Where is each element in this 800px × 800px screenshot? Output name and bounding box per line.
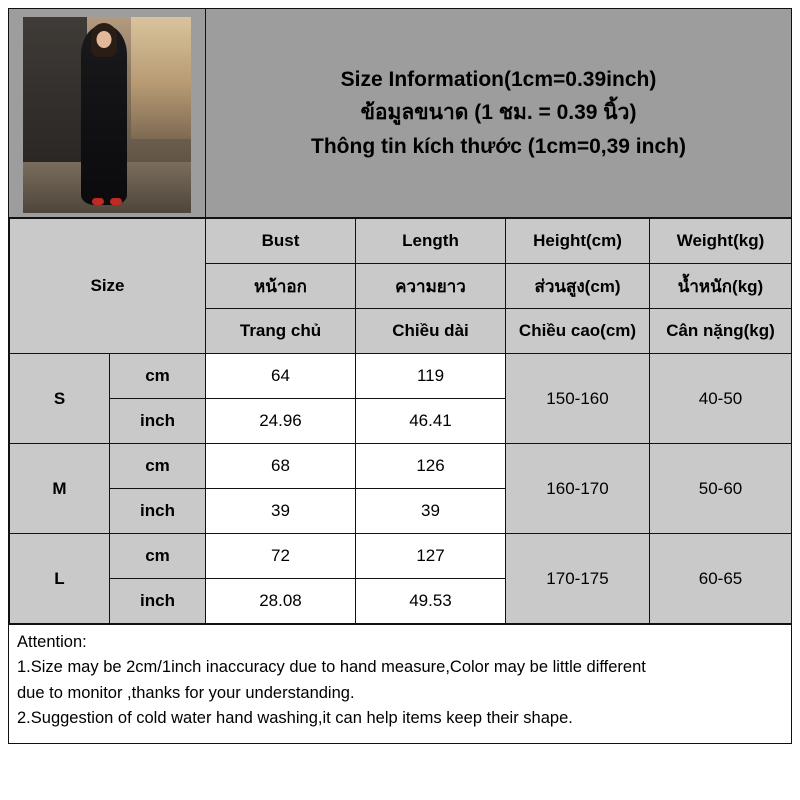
size-header-cell: Size (10, 219, 206, 354)
size-table (9, 218, 792, 624)
attention-block (9, 624, 791, 743)
size-chart-sheet (8, 8, 792, 744)
unit-cm-l: cm (110, 534, 206, 579)
length-inch-s: 46.41 (356, 399, 506, 444)
col-header-bust-th: หน้าอก (206, 264, 356, 309)
row-size-label-m: M (10, 444, 110, 534)
unit-cm-m: cm (110, 444, 206, 489)
table-row (10, 354, 792, 399)
col-header-length-en: Length (356, 219, 506, 264)
header (9, 9, 791, 218)
col-header-weight-vi: Cân nặng(kg) (650, 309, 792, 354)
height-m: 160-170 (506, 444, 650, 534)
length-inch-m: 39 (356, 489, 506, 534)
photo-model-face (96, 31, 111, 48)
bust-inch-l: 28.08 (206, 579, 356, 624)
bust-cm-m: 68 (206, 444, 356, 489)
bust-cm-l: 72 (206, 534, 356, 579)
height-l: 170-175 (506, 534, 650, 624)
photo-window (131, 17, 191, 139)
unit-cm-s: cm (110, 354, 206, 399)
attention-line-3: 2.Suggestion of cold water hand washing,it can help items keep their shape. (17, 709, 573, 728)
row-size-label-s: S (10, 354, 110, 444)
unit-inch-s: inch (110, 399, 206, 444)
product-photo (23, 17, 191, 213)
table-header-row-en (10, 219, 792, 264)
title-line-th: ข้อมูลขนาด (1 ชม. = 0.39 นิ้ว) (360, 101, 637, 125)
col-header-bust-vi: Trang chủ (206, 309, 356, 354)
weight-s: 40-50 (650, 354, 792, 444)
title-block (206, 9, 791, 217)
col-header-weight-th: น้ำหนัก(kg) (650, 264, 792, 309)
bust-cm-s: 64 (206, 354, 356, 399)
product-photo-cell (9, 9, 206, 217)
length-inch-l: 49.53 (356, 579, 506, 624)
attention-title: Attention: (17, 633, 87, 651)
row-size-label-l: L (10, 534, 110, 624)
col-header-height-vi: Chiều cao(cm) (506, 309, 650, 354)
col-header-length-vi: Chiều dài (356, 309, 506, 354)
unit-inch-m: inch (110, 489, 206, 534)
bust-inch-s: 24.96 (206, 399, 356, 444)
table-row (10, 444, 792, 489)
length-cm-m: 126 (356, 444, 506, 489)
weight-m: 50-60 (650, 444, 792, 534)
col-header-length-th: ความยาว (356, 264, 506, 309)
photo-model-shoe-right (110, 198, 122, 205)
title-line-vi: Thông tin kích thước (1cm=0,39 inch) (311, 134, 686, 158)
col-header-height-en: Height(cm) (506, 219, 650, 264)
weight-l: 60-65 (650, 534, 792, 624)
height-s: 150-160 (506, 354, 650, 444)
attention-line-1: 1.Size may be 2cm/1inch inaccuracy due to hand measure,Color may be little different (17, 658, 646, 677)
attention-line-2: due to monitor ,thanks for your understanding. (17, 683, 355, 702)
length-cm-l: 127 (356, 534, 506, 579)
table-row (10, 534, 792, 579)
length-cm-s: 119 (356, 354, 506, 399)
col-header-bust-en: Bust (206, 219, 356, 264)
title-line-en: Size Information(1cm=0.39inch) (340, 67, 657, 91)
col-header-height-th: ส่วนสูง(cm) (506, 264, 650, 309)
photo-model-shoe-left (92, 198, 104, 205)
unit-inch-l: inch (110, 579, 206, 624)
bust-inch-m: 39 (206, 489, 356, 534)
col-header-weight-en: Weight(kg) (650, 219, 792, 264)
